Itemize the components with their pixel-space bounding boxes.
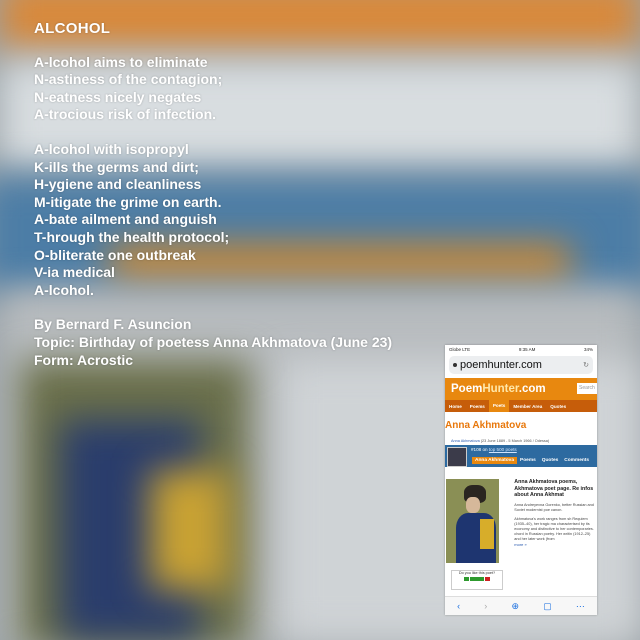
- rank-bar: [445, 445, 597, 467]
- more-icon[interactable]: ⋯: [575, 600, 585, 611]
- poem-line: A-lcohol with isopropyl: [34, 140, 189, 157]
- nav-home[interactable]: Home: [449, 403, 462, 409]
- poem-line: O-bliterate one outbreak: [34, 246, 196, 263]
- poet-thumbnail: [447, 447, 467, 467]
- poem-line: T-hrough the health protocol;: [34, 228, 230, 245]
- like-poet-box: [451, 570, 503, 590]
- nav-member-area[interactable]: Member Area: [513, 403, 543, 409]
- new-tab-icon[interactable]: ⊕: [511, 600, 520, 611]
- description-para-1: Anna Andreyevna Gorenko, better Russian and Soviet modernist poe canon.: [514, 502, 594, 512]
- lock-icon: [453, 363, 457, 367]
- clock: 9:35 AM: [518, 347, 536, 352]
- description-para-2: Akhmatova's work ranges from sh Requiem (1935–40), her tragic ma characterised by its economy and distinctive to her contemporaries. chord in Russian poetry. Her writin (1912–25) and her later work (from: [514, 516, 594, 541]
- poem-line: A-bate ailment and anguish: [34, 211, 217, 228]
- nav-poems[interactable]: Poems: [469, 403, 485, 409]
- poet-content: [445, 479, 597, 563]
- browser-toolbar: [445, 596, 597, 615]
- topic-line: Topic: Birthday of poetess Anna Akhmatova (June 23): [34, 333, 393, 350]
- poet-portrait: [446, 479, 499, 563]
- poem-line: V-ia medical: [34, 264, 115, 281]
- poem-line: A-trocious risk of infection.: [34, 106, 217, 123]
- site-nav: [445, 400, 597, 412]
- poem-line: N-astiness of the contagion;: [34, 71, 223, 88]
- poet-description: [514, 479, 597, 563]
- dislike-button[interactable]: [485, 577, 490, 581]
- like-question: Do you like this poet?: [458, 571, 496, 575]
- tabs-icon[interactable]: ▢: [543, 600, 552, 611]
- site-logo[interactable]: PoemHunter.com: [451, 383, 546, 395]
- stanza-2: [34, 141, 392, 299]
- poem-line: A-lcohol aims to eliminate: [34, 53, 208, 70]
- site-header: [445, 378, 597, 400]
- poem-line: N-eatness nicely negates: [34, 88, 202, 105]
- back-icon[interactable]: ‹: [457, 601, 461, 611]
- url-text: poemhunter.com: [460, 359, 542, 371]
- poet-tabs: [472, 457, 592, 464]
- form-line: Form: Acrostic: [34, 351, 134, 368]
- poem-overlay: [34, 20, 392, 386]
- carrier: Globe LTE: [449, 347, 471, 352]
- tab-poet[interactable]: Anna Akhmatova: [472, 457, 517, 464]
- nav-quotes[interactable]: Quotes: [550, 403, 567, 409]
- forward-icon[interactable]: ›: [484, 601, 488, 611]
- stanza-1: [34, 54, 392, 124]
- more-link[interactable]: more »: [514, 541, 527, 547]
- top-poets-link[interactable]: top 500 poets: [488, 447, 517, 452]
- poem-line: A-lcohol.: [34, 281, 94, 298]
- site-search-input[interactable]: Search: [577, 383, 597, 394]
- poem-line: M-itigate the grime on earth.: [34, 193, 222, 210]
- battery: 34%: [583, 347, 593, 352]
- reload-icon[interactable]: ↻: [583, 362, 589, 369]
- tab-comments[interactable]: Comments: [564, 458, 590, 463]
- rank-text: #108 on top 500 poets: [471, 447, 517, 452]
- nav-poets[interactable]: Poets: [489, 400, 510, 412]
- url-bar[interactable]: [449, 356, 593, 374]
- like-button[interactable]: [464, 577, 469, 581]
- poem-credits: [34, 316, 392, 369]
- tab-poems[interactable]: Poems: [520, 458, 536, 463]
- status-bar: [445, 345, 597, 354]
- phone-screenshot: [445, 345, 597, 615]
- poet-dates: Anna Akhmatova (23 June 1889 - 5 March 1966 / Odessa): [451, 439, 550, 443]
- poet-link[interactable]: Anna Akhmatova: [451, 439, 480, 443]
- description-title: Anna Akhmatova poems, Akhmatova poet page. Re infos about Anna Akhmat: [514, 479, 594, 499]
- poem-line: H-ygiene and cleanliness: [34, 176, 202, 193]
- author-line: By Bernard F. Asuncion: [34, 316, 192, 333]
- poem-line: K-ills the germs and dirt;: [34, 158, 199, 175]
- poet-name: Anna Akhmatova: [445, 420, 527, 431]
- tab-quotes[interactable]: Quotes: [541, 458, 559, 463]
- poem-title: ALCOHOL: [34, 20, 111, 37]
